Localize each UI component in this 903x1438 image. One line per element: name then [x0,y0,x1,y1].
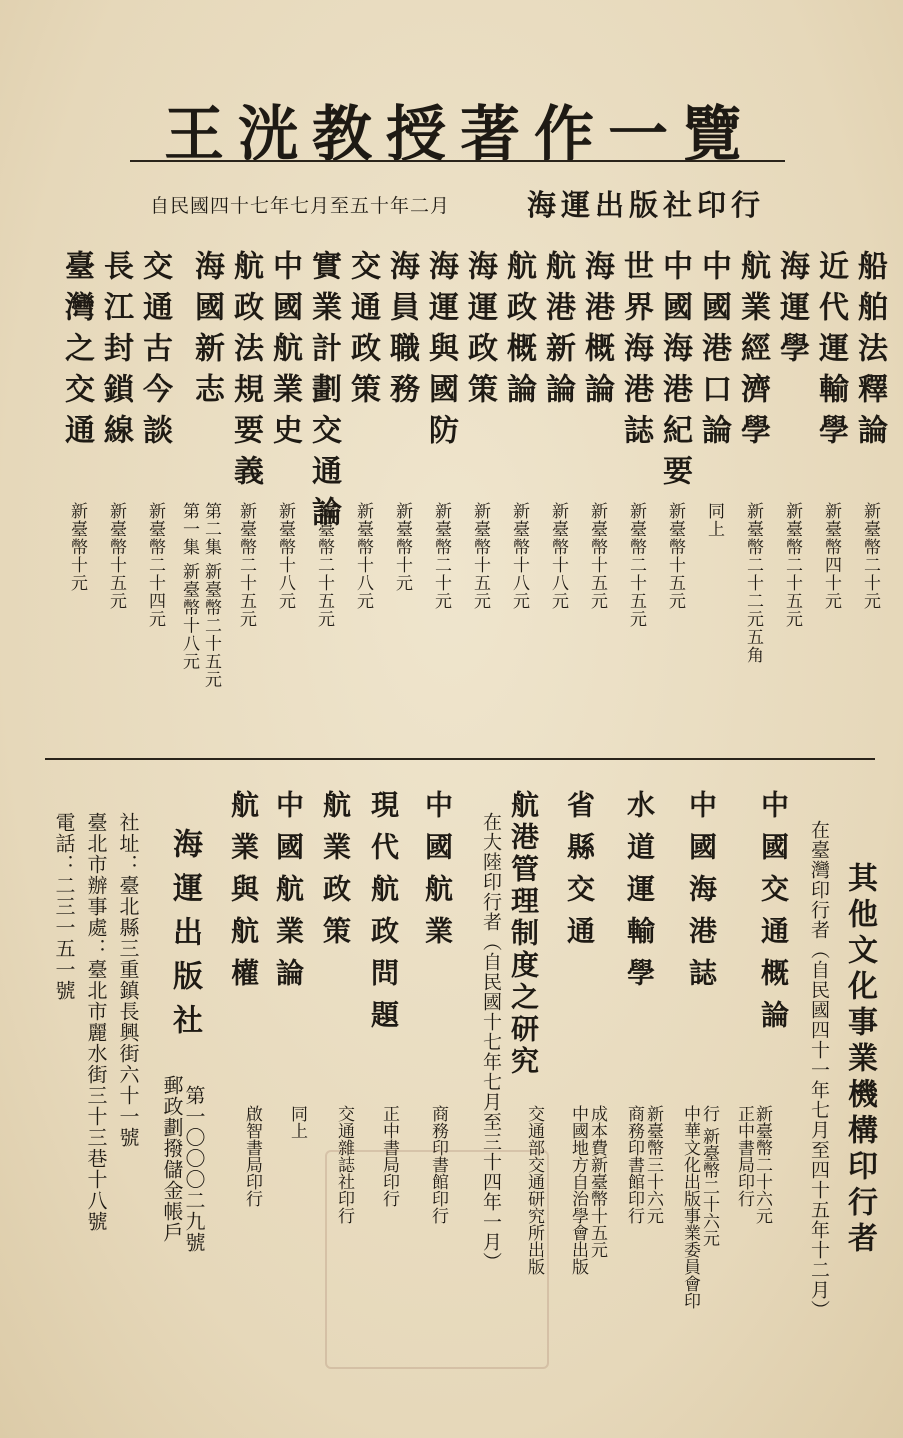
book-publisher: 交通雜誌社印行 [334,1105,354,1224]
publisher-imprint: 海運出版社印行 [526,188,765,222]
book-price: 新臺幣二十六元 [752,1105,772,1224]
book-price: 新臺幣十五元 [587,502,607,610]
book-entry [849,250,888,750]
book-title: 中國航業 [421,790,454,958]
book-price: 新臺幣二十元 [860,502,880,610]
book-publisher: 商務印書館印行 [624,1105,644,1224]
postal-account-number: 第一〇〇〇二九號 [182,1085,206,1253]
publisher-line [150,183,765,222]
book-title: 省縣交通 [563,790,596,958]
book-price: 新臺幣二十五元 [782,502,802,628]
taiwan-printed-note: 在臺灣印行者（自民國四十一年七月至四十五年十二月） [808,820,830,1320]
book-entry [56,250,95,750]
book-price: 新臺幣十八元 [548,502,568,610]
book-price: 新臺幣二十元 [431,502,451,610]
book-entry [615,250,654,750]
book-title: 航業經濟學 [735,250,770,455]
book-title: 航政概論 [501,250,536,414]
main-book-list [38,250,888,750]
book-title: 中國海港紀要 [657,250,692,496]
book-publisher: 正中書局印行 [734,1105,754,1207]
book-price: 行 新臺幣二十六元 [699,1105,719,1247]
book-entry [342,250,381,750]
publication-period: 自民國四十七年七月至五十年二月 [150,195,451,217]
book-price: 成本費新臺幣十五元 [587,1105,607,1258]
book-price-vol2: 第二集 新臺幣二十五元 [201,502,221,689]
book-publisher: 交通部交通研究所出版 [524,1105,544,1275]
publisher-address: 社址：臺北縣三重鎮長興街六十一號 [116,812,140,1148]
book-entry [381,250,420,750]
book-title: 中國航業史 [267,250,302,455]
book-entry [654,250,693,750]
book-price: 新臺幣十五元 [106,502,126,610]
book-title: 現代航政問題 [367,790,400,1042]
book-price: 新臺幣十五元 [665,502,685,610]
title-divider [130,160,785,162]
book-title: 海港概論 [579,250,614,414]
book-publisher: 中國地方自治學會出版 [568,1105,588,1275]
book-price: 新臺幣三十六元 [643,1105,663,1224]
book-title: 中國港口論 [696,250,731,455]
book-title: 臺灣之交通 [59,250,94,455]
book-publisher: 正中書局印行 [379,1105,399,1207]
book-entry [173,250,225,750]
book-title: 世界海港誌 [618,250,653,455]
book-entry [134,250,173,750]
book-title: 海國新志 [189,250,224,414]
book-publisher: 同上 [287,1105,307,1139]
section-divider [45,758,875,760]
book-price: 新臺幣二十五元 [314,502,334,628]
book-price: 新臺幣十八元 [509,502,529,610]
book-title: 船舶法釋論 [852,250,887,455]
book-title: 近代運輸學 [813,250,848,455]
book-title: 海運學 [774,250,809,373]
book-title: 航業與航權 [227,790,260,1000]
book-price: 新臺幣十元 [392,502,412,592]
publisher-name: 海運出版社 [167,828,202,1048]
taipei-office-address: 臺北市辦事處：臺北市麗水街三十三巷十八號 [84,812,108,1232]
book-price: 新臺幣十五元 [470,502,490,610]
book-title: 航港管理制度之研究 [507,790,540,1078]
book-price: 新臺幣十八元 [353,502,373,610]
book-entry [95,250,134,750]
book-entry [498,250,537,750]
book-price: 新臺幣二十五元 [626,502,646,628]
book-entry [810,250,849,750]
book-title: 海運政策 [462,250,497,414]
book-price-vol1: 第一集 新臺幣十八元 [179,502,199,671]
book-publisher: 中華文化出版事業委員會印 [680,1105,700,1309]
page-title: 王洸教授著作一覽 [164,100,756,170]
book-entry [420,250,459,750]
book-title: 交通政策 [345,250,380,414]
book-title: 航業政策 [319,790,352,958]
book-title: 長江封鎖線 [98,250,133,455]
book-entry [303,250,342,750]
book-publisher: 啟智書局印行 [242,1105,262,1207]
book-title: 交通古今談 [137,250,172,455]
book-entry [771,250,810,750]
publisher-phone: 電話：二三一五一號 [52,812,76,1001]
book-title: 海員職務 [384,250,419,414]
book-entry [264,250,303,750]
book-title: 海運與國防 [423,250,458,455]
book-entry [693,250,732,750]
book-title: 中國交通概論 [757,790,790,1042]
book-title: 實業計劃交通論 [306,250,341,537]
book-entry [225,250,264,750]
book-entry [576,250,615,750]
book-publisher: 商務印書館印行 [428,1105,448,1224]
mainland-printed-note: 在大陸印行者（自民國十七年七月至三十四年一月） [480,812,502,1272]
book-price: 新臺幣二十四元 [145,502,165,628]
book-price: 新臺幣十元 [67,502,87,592]
book-entry [732,250,771,750]
book-title: 航港新論 [540,250,575,414]
book-price: 同上 [704,502,724,538]
book-entry [459,250,498,750]
book-price: 新臺幣十八元 [275,502,295,610]
book-title: 航政法規要義 [228,250,263,496]
book-price: 新臺幣二十二元五角 [743,502,763,664]
book-title: 水道運輸學 [623,790,656,1000]
postal-account-label: 郵政劃撥儲金帳戶 [160,1075,184,1243]
book-title: 中國海港誌 [685,790,718,1000]
book-price: 新臺幣二十五元 [236,502,256,628]
book-title: 中國航業論 [272,790,305,1000]
other-publishers-heading: 其他文化事業機構印行者 [842,862,877,1258]
faded-stamp [325,1150,549,1369]
book-entry [537,250,576,750]
book-price: 新臺幣四十元 [821,502,841,610]
